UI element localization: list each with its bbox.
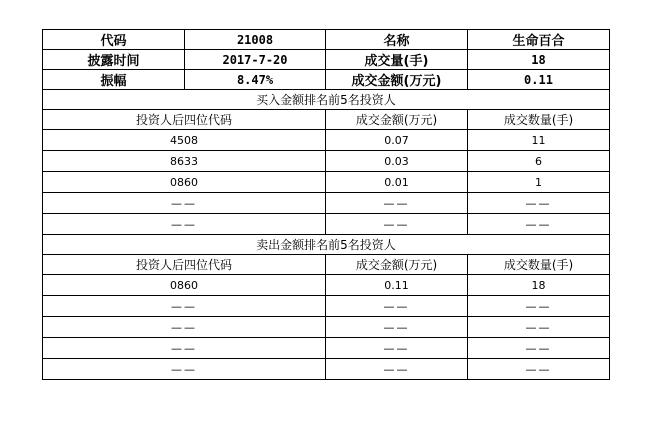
sell-amount: —— [326, 317, 468, 338]
table-row [43, 338, 610, 359]
header-row-code [43, 30, 610, 50]
buy-quantity: —— [468, 193, 610, 214]
sell-amount: 0.11 [326, 275, 468, 296]
sell-investor-code: —— [43, 338, 326, 359]
table-row [43, 275, 610, 296]
table-row [43, 317, 610, 338]
name-value: 生命百合 [468, 30, 610, 50]
table-row [43, 214, 610, 235]
buy-investor-code: 8633 [43, 151, 326, 172]
buy-col-investor: 投资人后四位代码 [43, 110, 326, 130]
sell-quantity: 18 [468, 275, 610, 296]
trade-disclosure-table [42, 29, 610, 380]
buy-amount: 0.07 [326, 130, 468, 151]
sell-section-title-row [43, 235, 610, 255]
sell-col-quantity: 成交数量(手) [468, 255, 610, 275]
sell-amount: —— [326, 359, 468, 380]
sell-col-amount: 成交金额(万元) [326, 255, 468, 275]
sell-quantity: —— [468, 338, 610, 359]
code-label: 代码 [43, 30, 185, 50]
buy-investor-code: 4508 [43, 130, 326, 151]
name-label: 名称 [326, 30, 468, 50]
buy-section-title-row [43, 90, 610, 110]
sell-quantity: —— [468, 317, 610, 338]
code-value: 21008 [185, 30, 326, 50]
sell-section-title: 卖出金额排名前5名投资人 [43, 235, 610, 255]
sell-amount: —— [326, 338, 468, 359]
volume-value: 18 [468, 50, 610, 70]
buy-col-amount: 成交金额(万元) [326, 110, 468, 130]
buy-section-title: 买入金额排名前5名投资人 [43, 90, 610, 110]
table-row [43, 130, 610, 151]
buy-amount: 0.01 [326, 172, 468, 193]
turnover-label: 成交金额(万元) [326, 70, 468, 90]
header-row-date [43, 50, 610, 70]
table-row [43, 296, 610, 317]
buy-investor-code: —— [43, 214, 326, 235]
buy-col-quantity: 成交数量(手) [468, 110, 610, 130]
disclosure-time-label: 披露时间 [43, 50, 185, 70]
buy-amount: 0.03 [326, 151, 468, 172]
buy-quantity: 11 [468, 130, 610, 151]
buy-quantity: —— [468, 214, 610, 235]
sell-col-investor: 投资人后四位代码 [43, 255, 326, 275]
table-row [43, 193, 610, 214]
table-row [43, 172, 610, 193]
volume-label: 成交量(手) [326, 50, 468, 70]
buy-amount: —— [326, 214, 468, 235]
buy-amount: —— [326, 193, 468, 214]
buy-investor-code: —— [43, 193, 326, 214]
disclosure-time-value: 2017-7-20 [185, 50, 326, 70]
header-row-amplitude [43, 70, 610, 90]
sell-investor-code: —— [43, 359, 326, 380]
sell-column-headers [43, 255, 610, 275]
amplitude-value: 8.47% [185, 70, 326, 90]
sell-amount: —— [326, 296, 468, 317]
turnover-value: 0.11 [468, 70, 610, 90]
buy-quantity: 6 [468, 151, 610, 172]
buy-investor-code: 0860 [43, 172, 326, 193]
sell-quantity: —— [468, 296, 610, 317]
table-row [43, 151, 610, 172]
sell-investor-code: —— [43, 317, 326, 338]
buy-column-headers [43, 110, 610, 130]
sell-investor-code: 0860 [43, 275, 326, 296]
sell-investor-code: —— [43, 296, 326, 317]
amplitude-label: 振幅 [43, 70, 185, 90]
buy-quantity: 1 [468, 172, 610, 193]
sell-quantity: —— [468, 359, 610, 380]
table-row [43, 359, 610, 380]
